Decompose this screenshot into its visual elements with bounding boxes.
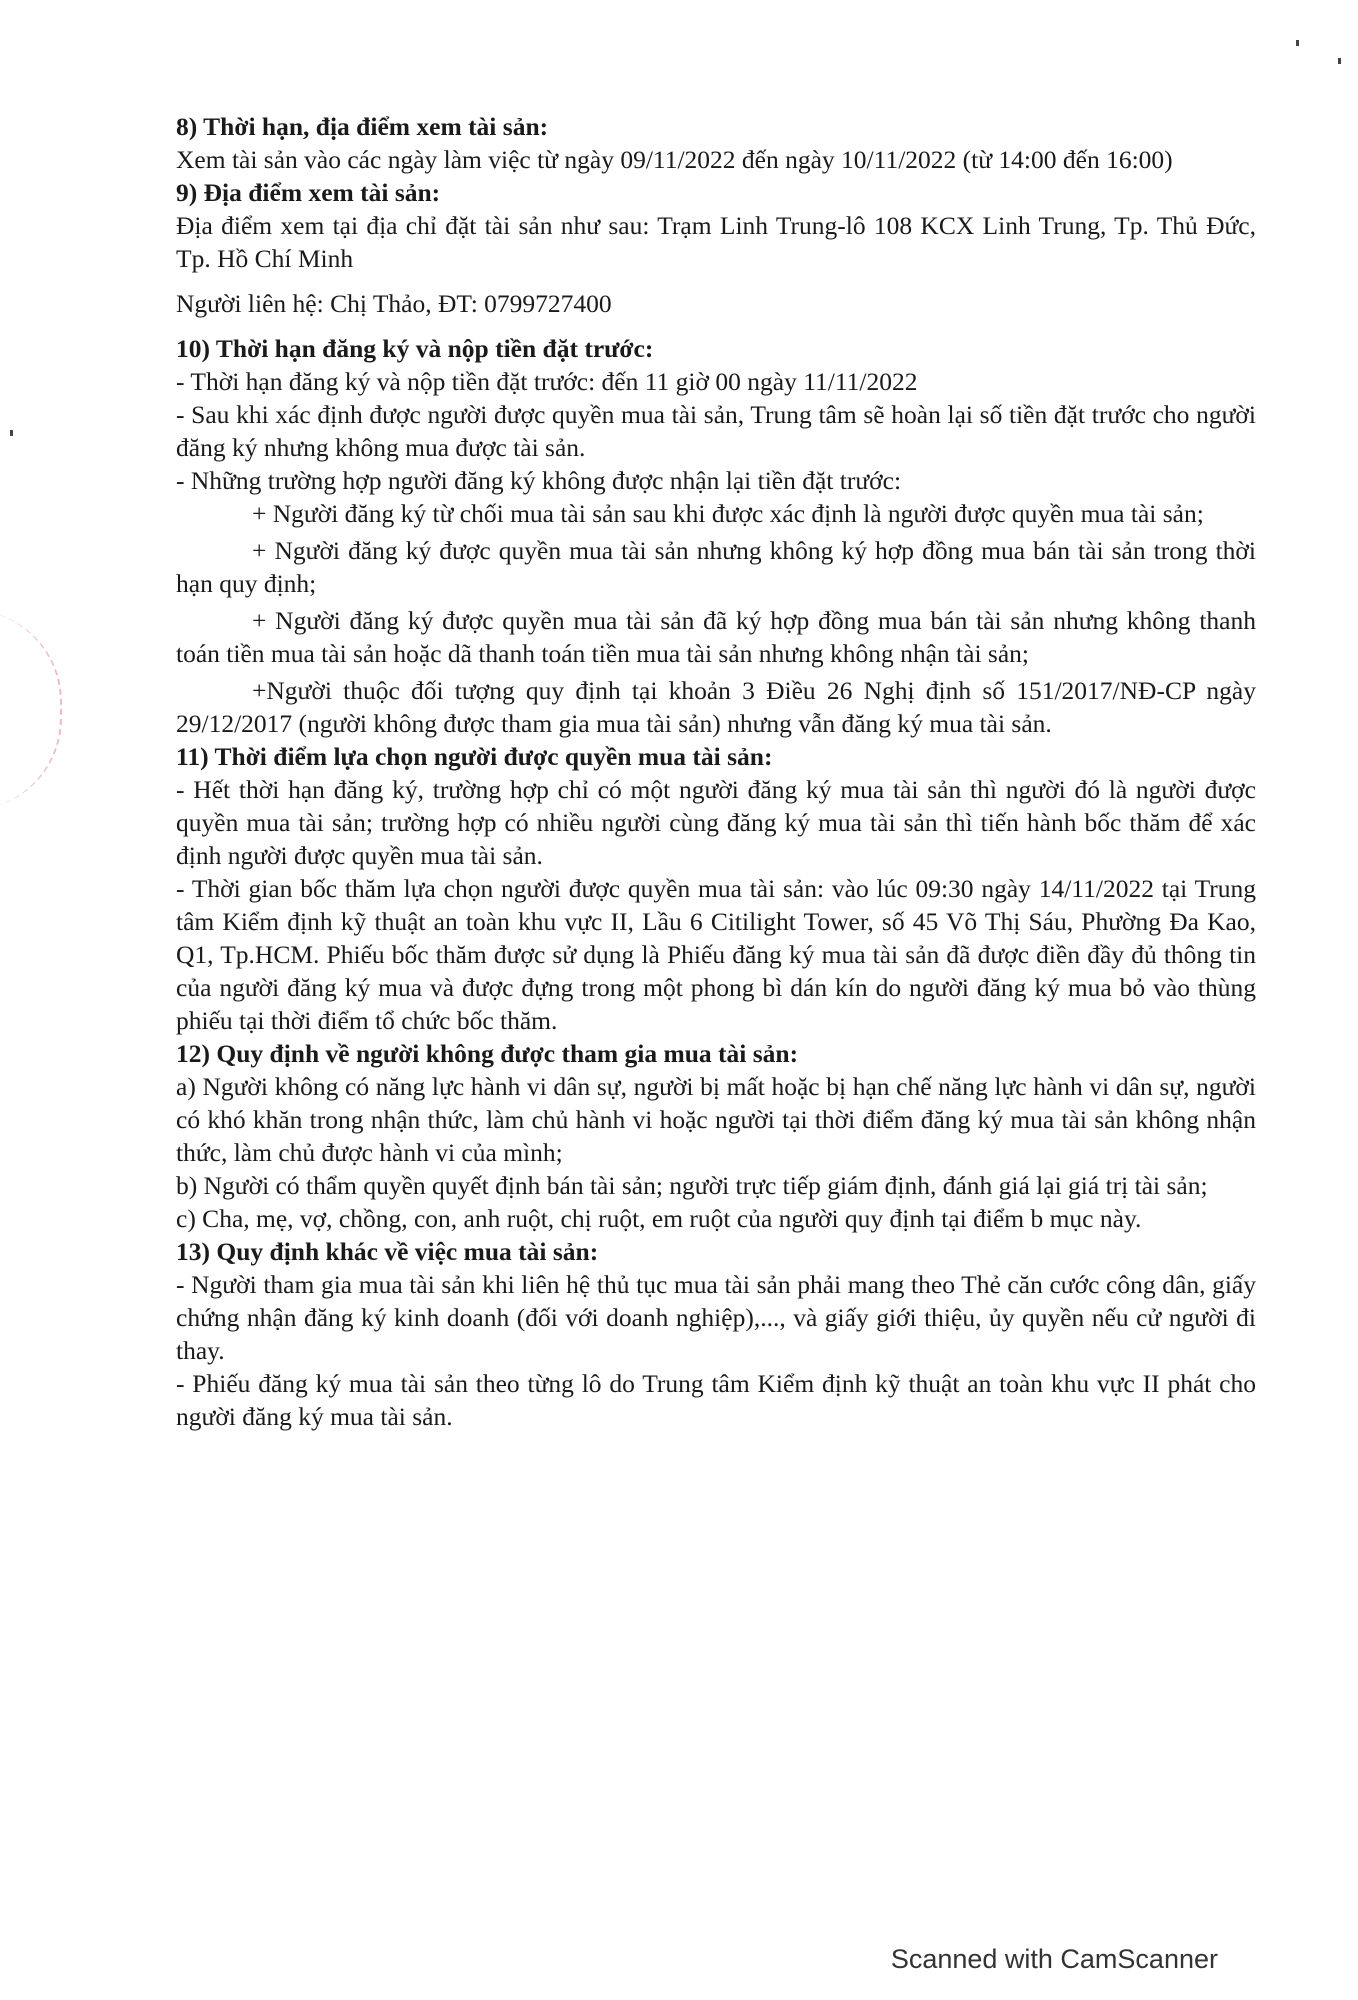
contact-line: Người liên hệ: Chị Thảo, ĐT: 0799727400 (176, 289, 612, 318)
paragraph: - Phiếu đăng ký mua tài sản theo từng lô do Trung tâm Kiểm định kỹ thuật an toàn khu vực II phát cho người đăng ký mua tài sản. (176, 1369, 1256, 1431)
paragraph: b) Người có thẩm quyền quyết định bán tài sản; người trực tiếp giám định, đánh giá lại giá trị tài sản; (176, 1171, 1208, 1200)
paragraph: - Thời gian bốc thăm lựa chọn người được quyền mua tài sản: vào lúc 09:30 ngày 14/11/2022 tại Trung tâm Kiểm định kỹ thuật an toàn khu vực II, Lầu 6 Citilight Tower, số 45 Võ Thị Sáu, Phường Đa Kao, Q1, Tp.HCM. Phiếu bốc thăm được sử dụng là Phiếu đăng ký mua tài sản đã được điền đầy đủ thông tin của người đăng ký mua và được đựng trong một phong bì dán kín do người đăng ký mua bỏ vào thùng phiếu tại thời điểm tổ chức bốc thăm. (176, 874, 1256, 1035)
paragraph: Xem tài sản vào các ngày làm việc từ ngày 09/11/2022 đến ngày 10/11/2022 (từ 14:00 đến 16:00) (176, 145, 1173, 174)
section-heading: 12) Quy định về người không được tham gia mua tài sản: (176, 1039, 799, 1068)
section-9 (176, 176, 1256, 320)
partial-seal-stamp (0, 610, 62, 810)
sub-item: + Người đăng ký được quyền mua tài sản nhưng không ký hợp đồng mua bán tài sản trong thời hạn quy định; (176, 536, 1256, 598)
section-8 (176, 110, 1256, 176)
paragraph: a) Người không có năng lực hành vi dân sự, người bị mất hoặc bị hạn chế năng lực hành vi dân sự, người có khó khăn trong nhận thức, làm chủ hành vi hoặc người tại thời điểm đăng ký mua tài sản không nhận thức, làm chủ được hành vi của mình; (176, 1072, 1256, 1167)
sub-item: + Người đăng ký được quyền mua tài sản đã ký hợp đồng mua bán tài sản nhưng không thanh toán tiền mua tài sản hoặc dã thanh toán tiền mua tài sản nhưng không nhận tài sản; (176, 606, 1256, 668)
scanner-watermark: Scanned with CamScanner (890, 1944, 1218, 1974)
section-heading: 10) Thời hạn đăng ký và nộp tiền đặt trước: (176, 334, 654, 363)
scan-mark (1338, 58, 1341, 64)
document-body (176, 110, 1256, 1433)
paragraph: Địa điểm xem tại địa chỉ đặt tài sản như sau: Trạm Linh Trung-lô 108 KCX Linh Trung, Tp. Thủ Đức, Tp. Hồ Chí Minh (176, 211, 1256, 273)
paragraph: - Người tham gia mua tài sản khi liên hệ thủ tục mua tài sản phải mang theo Thẻ căn cước công dân, giấy chứng nhận đăng ký kinh doanh (đối với doanh nghiệp),..., và giấy giới thiệu, ủy quyền nếu cử người đi thay. (176, 1270, 1256, 1365)
section-11 (176, 740, 1256, 1037)
sub-item: +Người thuộc đối tượng quy định tại khoản 3 Điều 26 Nghị định số 151/2017/NĐ-CP ngày 29/12/2017 (người không được tham gia mua tài sản) nhưng vẫn đăng ký mua tài sản. (176, 676, 1256, 738)
section-10 (176, 332, 1256, 740)
section-13 (176, 1235, 1256, 1433)
paragraph: - Thời hạn đăng ký và nộp tiền đặt trước: đến 11 giờ 00 ngày 11/11/2022 (176, 367, 918, 396)
sub-item: + Người đăng ký từ chối mua tài sản sau khi được xác định là người được quyền mua tài sản; (252, 499, 1204, 528)
paragraph: - Hết thời hạn đăng ký, trường hợp chỉ có một người đăng ký mua tài sản thì người đó là người được quyền mua tài sản; trường hợp có nhiều người cùng đăng ký mua tài sản thì tiến hành bốc thăm để xác định người được quyền mua tài sản. (176, 775, 1256, 870)
paragraph: - Sau khi xác định được người được quyền mua tài sản, Trung tâm sẽ hoàn lại số tiền đặt trước cho người đăng ký nhưng không mua được tài sản. (176, 400, 1256, 462)
paragraph: c) Cha, mẹ, vợ, chồng, con, anh ruột, chị ruột, em ruột của người quy định tại điểm b mục này. (176, 1204, 1142, 1233)
paragraph: - Những trường hợp người đăng ký không được nhận lại tiền đặt trước: (176, 466, 902, 495)
section-heading: 13) Quy định khác về việc mua tài sản: (176, 1237, 599, 1266)
section-heading: 9) Địa điểm xem tài sản: (176, 178, 441, 207)
section-heading: 11) Thời điểm lựa chọn người được quyền mua tài sản: (176, 742, 773, 771)
scan-mark (10, 430, 13, 436)
section-heading: 8) Thời hạn, địa điểm xem tài sản: (176, 112, 549, 141)
scan-mark (1296, 40, 1299, 46)
section-12 (176, 1037, 1256, 1235)
